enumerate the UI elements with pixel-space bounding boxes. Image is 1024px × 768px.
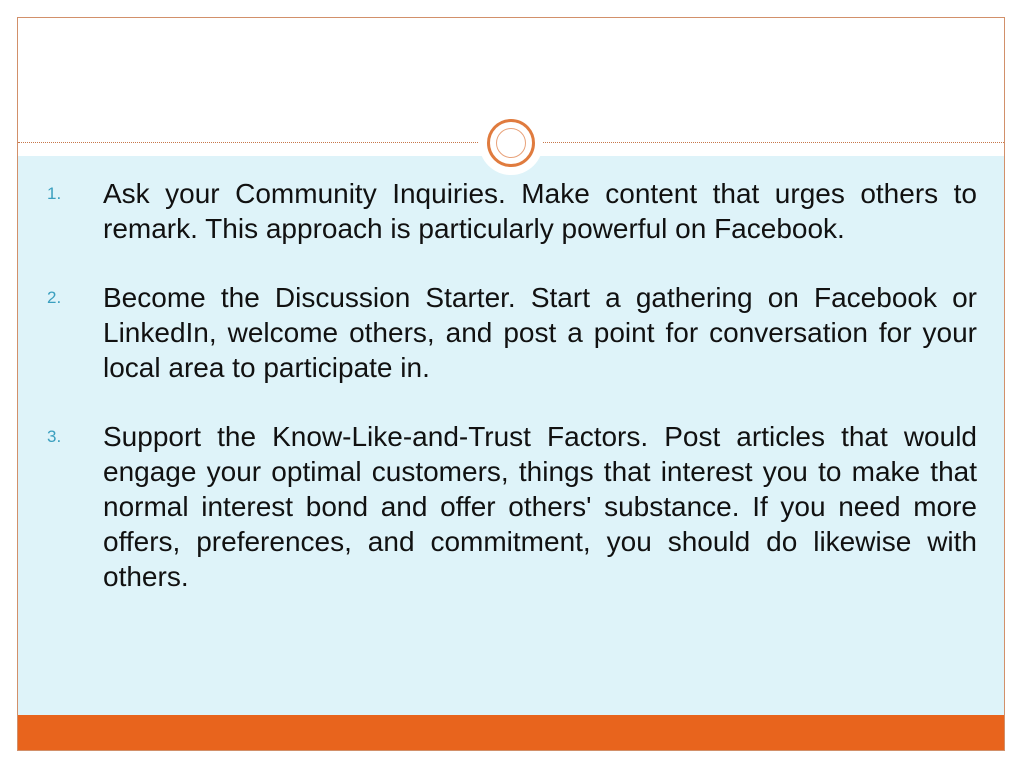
ornament-ring (487, 119, 535, 167)
list-item (47, 176, 977, 246)
footer-bar (18, 715, 1004, 751)
list-item (47, 419, 977, 594)
list-number: 3. (47, 427, 62, 446)
list-text: Become the Discussion Starter. Start a gathering on Facebook or LinkedIn, welcome others, and post a point for conversation for your local area to participate in. (103, 282, 977, 383)
slide (17, 17, 1005, 751)
circle-ornament-icon (482, 114, 540, 172)
list-number: 1. (47, 184, 62, 203)
list-item (47, 280, 977, 385)
list-number: 2. (47, 288, 62, 307)
numbered-list (47, 176, 977, 628)
list-text: Support the Know-Like-and-Trust Factors. Post articles that would engage your optimal customers, things that interest you to make that normal interest bond and offer others' substance. If you need more offers, preferences, and commitment, you should do likewise with others. (103, 421, 977, 592)
list-text: Ask your Community Inquiries. Make content that urges others to remark. This approach is particularly powerful on Facebook. (103, 178, 977, 244)
ornament-inner-ring (496, 128, 526, 158)
